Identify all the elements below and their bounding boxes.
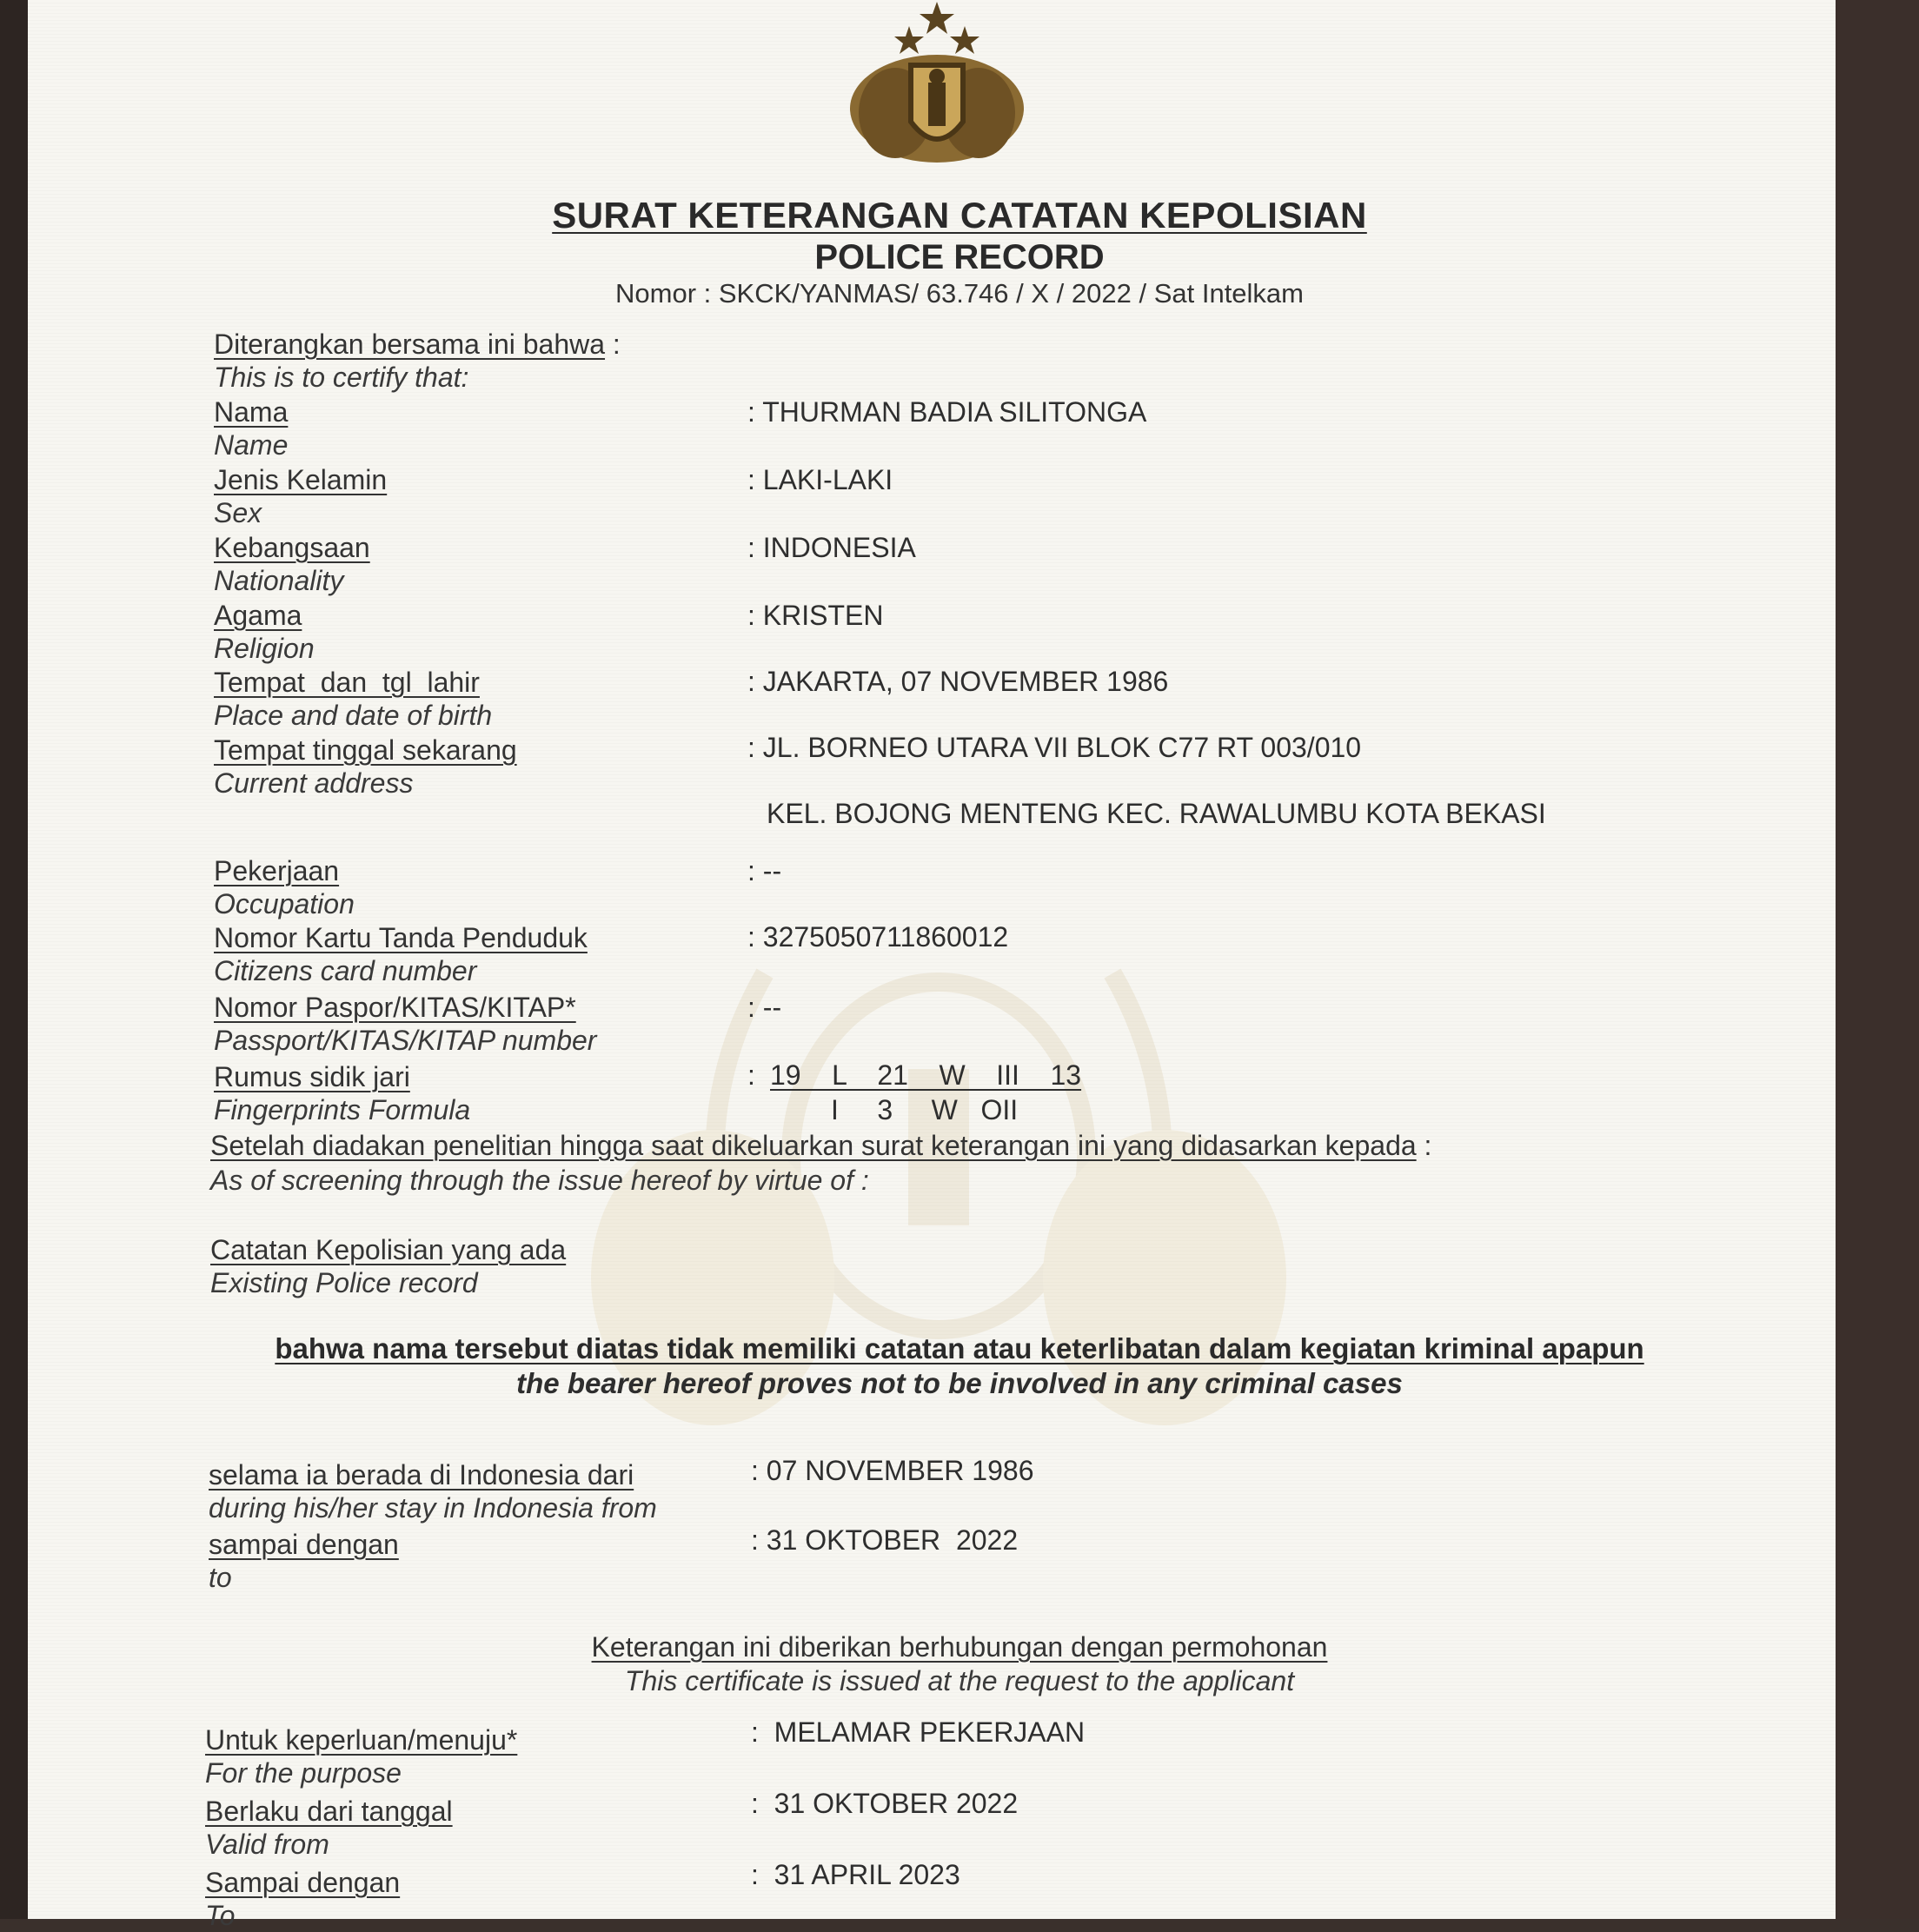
sex-label-en: Sex [214, 497, 262, 528]
sex-value: : LAKI-LAKI [747, 464, 893, 495]
stay-to-label-en: to [209, 1562, 232, 1593]
fingerprint-label-en: Fingerprints Formula [214, 1094, 471, 1125]
fingerprint-formula-top: 19 L 21 W III 13 [770, 1059, 1082, 1091]
intro-text: Diterangkan bersama ini bahwa [214, 329, 606, 360]
ktp-label: Nomor Kartu Tanda Penduduk [214, 922, 588, 953]
screening-colon: : [1424, 1130, 1432, 1161]
valid-to-label: Sampai dengan [205, 1867, 401, 1898]
purpose-value: : MELAMAR PEKERJAAN [751, 1716, 1086, 1748]
statement-text: bahwa nama tersebut diatas tidak memiliki catatan atau keterlibatan dalam kegiatan kriminal apapun [275, 1332, 1644, 1364]
screening-text: Setelah diadakan penelitian hingga saat dikeluarkan surat keterangan ini yang didasarkan kepada [210, 1130, 1417, 1161]
valid-from-label: Berlaku dari tanggal [205, 1796, 453, 1827]
passport-label: Nomor Paspor/KITAS/KITAP* [214, 992, 576, 1023]
stay-to-value: : 31 OKTOBER 2022 [751, 1524, 1019, 1556]
religion-label-en: Religion [214, 633, 315, 664]
request-text: Keterangan ini diberikan berhubungan dengan permohonan [591, 1631, 1328, 1663]
valid-from-value: : 31 OKTOBER 2022 [751, 1788, 1019, 1819]
request-en: This certificate is issued at the request to the applicant [624, 1665, 1295, 1696]
record-label: Catatan Kepolisian yang ada [210, 1234, 567, 1265]
police-emblem-logo [841, 0, 1033, 174]
birth-label: Tempat dan tgl lahir [214, 667, 480, 698]
screening-en: As of screening through the issue hereof by virtue of : [210, 1165, 869, 1196]
fingerprint-formula-bottom: I 3 W OII [831, 1094, 1019, 1125]
stay-from-value: : 07 NOVEMBER 1986 [751, 1455, 1034, 1486]
valid-from-label-en: Valid from [205, 1829, 329, 1860]
birth-value: : JAKARTA, 07 NOVEMBER 1986 [747, 666, 1169, 697]
ktp-label-en: Citizens card number [214, 955, 477, 986]
nationality-label-en: Nationality [214, 565, 344, 596]
address-label-en: Current address [214, 767, 414, 799]
religion-value: : KRISTEN [747, 600, 884, 631]
nationality-value: : INDONESIA [747, 532, 916, 563]
purpose-label: Untuk keperluan/menuju* [205, 1724, 518, 1756]
fingerprint-colon: : [747, 1059, 755, 1091]
intro-label [214, 329, 621, 361]
ktp-value: : 3275050711860012 [747, 921, 1009, 953]
stay-from-label: selama ia berada di Indonesia dari [209, 1459, 634, 1490]
birth-label-en: Place and date of birth [214, 700, 493, 731]
religion-label: Agama [214, 600, 302, 631]
passport-value: : -- [747, 992, 782, 1023]
stay-from-label-en: during his/her stay in Indonesia from [209, 1492, 657, 1524]
record-label-en: Existing Police record [210, 1267, 478, 1298]
name-label-en: Name [214, 429, 289, 461]
screening-label [210, 1130, 1431, 1162]
name-label: Nama [214, 396, 289, 428]
purpose-label-en: For the purpose [205, 1757, 402, 1789]
address-value-line2: KEL. BOJONG MENTENG KEC. RAWALUMBU KOTA BEKASI [767, 798, 1546, 829]
sex-label: Jenis Kelamin [214, 464, 388, 495]
occupation-value: : -- [747, 855, 782, 886]
nationality-label: Kebangsaan [214, 532, 370, 563]
occupation-label-en: Occupation [214, 888, 355, 920]
valid-to-value: : 31 APRIL 2023 [751, 1859, 960, 1890]
stay-to-label: sampai dengan [209, 1529, 399, 1560]
passport-label-en: Passport/KITAS/KITAP number [214, 1025, 597, 1056]
intro-colon: : [612, 329, 621, 360]
fingerprint-label: Rumus sidik jari [214, 1061, 410, 1092]
intro-en: This is to certify that: [214, 362, 469, 393]
statement-en: the bearer hereof proves not to be involved in any criminal cases [516, 1367, 1403, 1399]
valid-to-label-en: To [205, 1900, 236, 1931]
document-title: SURAT KETERANGAN CATATAN KEPOLISIAN [552, 195, 1367, 236]
address-label: Tempat tinggal sekarang [214, 734, 517, 766]
name-value: : THURMAN BADIA SILITONGA [747, 396, 1147, 428]
document-subtitle: POLICE RECORD [814, 238, 1105, 276]
document-number: Nomor : SKCK/YANMAS/ 63.746 / X / 2022 / Sat Intelkam [615, 278, 1304, 309]
occupation-label: Pekerjaan [214, 855, 340, 886]
address-value: : JL. BORNEO UTARA VII BLOK C77 RT 003/010 [747, 732, 1362, 763]
